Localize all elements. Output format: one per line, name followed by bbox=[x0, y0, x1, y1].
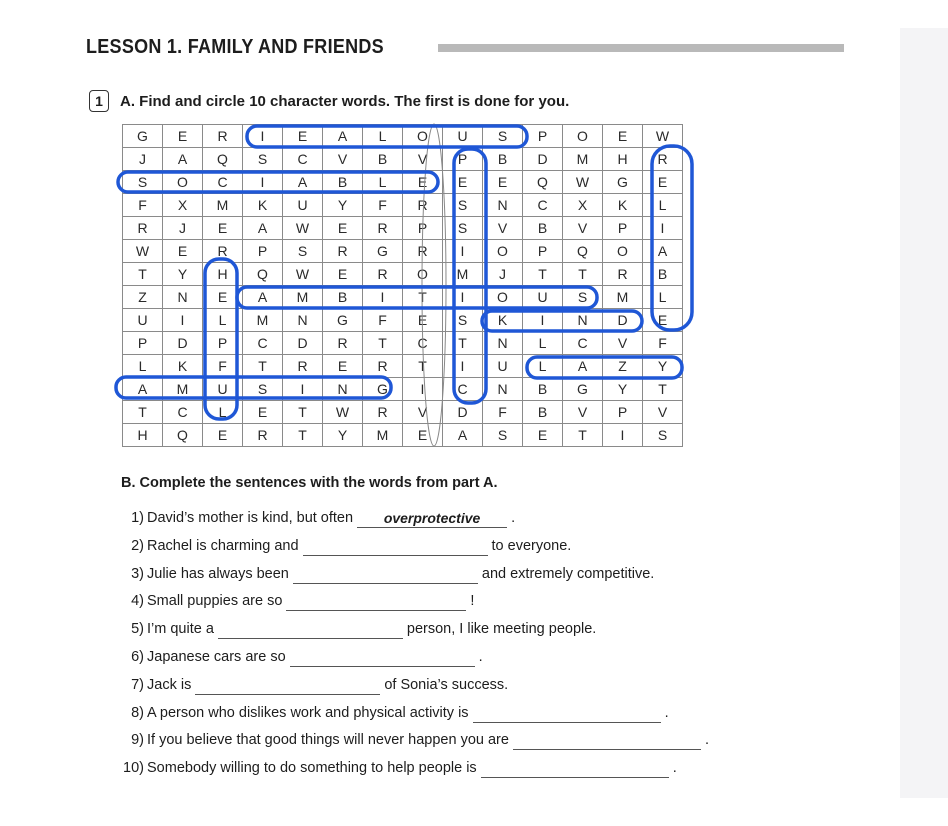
grid-cell[interactable]: E bbox=[323, 217, 363, 240]
grid-cell[interactable]: O bbox=[403, 263, 443, 286]
grid-cell[interactable]: J bbox=[483, 263, 523, 286]
grid-row bbox=[123, 286, 683, 309]
grid-cell[interactable]: U bbox=[203, 378, 243, 401]
sentence-item bbox=[110, 730, 709, 750]
grid-cell[interactable]: A bbox=[283, 171, 323, 194]
grid-row bbox=[123, 424, 683, 447]
grid-cell[interactable]: B bbox=[523, 401, 563, 424]
grid-cell[interactable]: M bbox=[563, 148, 603, 171]
sentence-text-after: to everyone. bbox=[491, 537, 572, 554]
grid-cell[interactable]: E bbox=[523, 424, 563, 447]
grid-cell[interactable]: V bbox=[323, 148, 363, 171]
sentence-text-before: Jack is bbox=[147, 676, 192, 693]
grid-cell[interactable]: V bbox=[563, 401, 603, 424]
sentence-text-before: A person who dislikes work and physical activity is bbox=[147, 704, 469, 721]
grid-cell[interactable]: A bbox=[443, 424, 483, 447]
grid-cell[interactable]: E bbox=[643, 309, 683, 332]
grid-cell[interactable]: V bbox=[603, 332, 643, 355]
sentence-item bbox=[110, 536, 571, 556]
grid-cell[interactable]: M bbox=[203, 194, 243, 217]
grid-cell[interactable]: A bbox=[243, 286, 283, 309]
grid-cell[interactable]: R bbox=[403, 240, 443, 263]
part-b-instruction: B. Complete the sentences with the words from part A. bbox=[121, 475, 498, 491]
grid-cell[interactable]: O bbox=[563, 125, 603, 148]
grid-cell[interactable]: I bbox=[403, 378, 443, 401]
grid-cell[interactable]: L bbox=[363, 125, 403, 148]
grid-cell[interactable]: N bbox=[163, 286, 203, 309]
grid-cell[interactable]: D bbox=[523, 148, 563, 171]
grid-cell[interactable]: N bbox=[563, 309, 603, 332]
grid-cell[interactable]: W bbox=[123, 240, 163, 263]
grid-cell[interactable]: Q bbox=[163, 424, 203, 447]
grid-cell[interactable]: I bbox=[243, 125, 283, 148]
grid-cell[interactable]: S bbox=[483, 424, 523, 447]
grid-cell[interactable]: E bbox=[203, 424, 243, 447]
grid-cell[interactable]: U bbox=[283, 194, 323, 217]
grid-cell[interactable]: Y bbox=[163, 263, 203, 286]
sentence-text-before: Julie has always been bbox=[147, 565, 289, 582]
grid-cell[interactable]: G bbox=[323, 309, 363, 332]
grid-cell[interactable]: Z bbox=[123, 286, 163, 309]
grid-cell[interactable]: C bbox=[243, 332, 283, 355]
grid-cell[interactable]: I bbox=[363, 286, 403, 309]
grid-cell[interactable]: P bbox=[243, 240, 283, 263]
grid-cell[interactable]: I bbox=[443, 355, 483, 378]
grid-cell[interactable]: C bbox=[523, 194, 563, 217]
grid-cell[interactable]: T bbox=[123, 263, 163, 286]
grid-cell[interactable]: U bbox=[443, 125, 483, 148]
grid-cell[interactable]: K bbox=[603, 194, 643, 217]
sentence-text-after: of Sonia’s success. bbox=[384, 676, 509, 693]
grid-cell[interactable]: G bbox=[603, 171, 643, 194]
grid-cell[interactable]: S bbox=[123, 171, 163, 194]
grid-cell[interactable]: R bbox=[323, 332, 363, 355]
grid-cell[interactable]: M bbox=[243, 309, 283, 332]
grid-cell[interactable]: R bbox=[363, 217, 403, 240]
grid-row bbox=[123, 194, 683, 217]
grid-cell[interactable]: P bbox=[603, 401, 643, 424]
grid-cell[interactable]: R bbox=[363, 263, 403, 286]
grid-cell[interactable]: M bbox=[283, 286, 323, 309]
sentence-item bbox=[110, 619, 596, 639]
grid-cell[interactable]: I bbox=[163, 309, 203, 332]
sentence-text-after: . bbox=[704, 732, 709, 749]
grid-cell[interactable]: R bbox=[403, 194, 443, 217]
grid-cell[interactable]: R bbox=[603, 263, 643, 286]
sentence-number: 9) bbox=[131, 732, 144, 749]
grid-cell[interactable]: S bbox=[283, 240, 323, 263]
grid-cell[interactable]: Z bbox=[603, 355, 643, 378]
grid-cell[interactable]: B bbox=[323, 171, 363, 194]
grid-cell[interactable]: P bbox=[523, 125, 563, 148]
grid-cell[interactable]: O bbox=[603, 240, 643, 263]
grid-cell[interactable]: P bbox=[523, 240, 563, 263]
sentence-text-before: I’m quite a bbox=[147, 621, 214, 638]
grid-cell[interactable]: S bbox=[483, 125, 523, 148]
sentence-item bbox=[110, 508, 515, 528]
grid-cell[interactable]: T bbox=[443, 332, 483, 355]
grid-cell[interactable]: A bbox=[163, 148, 203, 171]
sentence-text-before: Somebody willing to do something to help people is bbox=[147, 760, 477, 777]
answer-blank[interactable] bbox=[195, 677, 380, 695]
grid-cell[interactable]: F bbox=[123, 194, 163, 217]
grid-cell[interactable]: E bbox=[643, 171, 683, 194]
sentence-number: 10) bbox=[123, 760, 144, 777]
sentence-item bbox=[110, 758, 677, 778]
sentence-text-after: . bbox=[511, 510, 516, 526]
grid-cell[interactable]: T bbox=[523, 263, 563, 286]
sentence-number: 3) bbox=[131, 565, 144, 582]
grid-cell[interactable]: E bbox=[203, 217, 243, 240]
grid-cell[interactable]: D bbox=[603, 309, 643, 332]
grid-cell[interactable]: B bbox=[523, 378, 563, 401]
grid-cell[interactable]: P bbox=[203, 332, 243, 355]
grid-cell[interactable]: O bbox=[483, 240, 523, 263]
grid-cell[interactable]: L bbox=[203, 401, 243, 424]
answer-blank[interactable] bbox=[293, 566, 478, 584]
grid-cell[interactable]: T bbox=[363, 332, 403, 355]
grid-cell[interactable]: P bbox=[443, 148, 483, 171]
grid-cell[interactable]: M bbox=[363, 424, 403, 447]
grid-cell[interactable]: T bbox=[243, 355, 283, 378]
grid-cell[interactable]: A bbox=[123, 378, 163, 401]
grid-cell[interactable]: S bbox=[443, 309, 483, 332]
grid-cell[interactable]: R bbox=[203, 240, 243, 263]
answer-blank[interactable] bbox=[303, 538, 488, 556]
grid-cell[interactable]: W bbox=[283, 263, 323, 286]
grid-cell[interactable]: E bbox=[603, 125, 643, 148]
answer-blank[interactable] bbox=[218, 621, 403, 639]
grid-cell[interactable]: R bbox=[123, 217, 163, 240]
sentence-number: 1) bbox=[131, 510, 144, 526]
grid-cell[interactable]: R bbox=[243, 424, 283, 447]
grid-cell[interactable]: U bbox=[523, 286, 563, 309]
grid-cell[interactable]: K bbox=[163, 355, 203, 378]
grid-cell[interactable]: E bbox=[403, 309, 443, 332]
grid-cell[interactable]: B bbox=[483, 148, 523, 171]
grid-cell[interactable]: T bbox=[123, 401, 163, 424]
sentence-number: 2) bbox=[131, 537, 144, 554]
grid-cell[interactable]: I bbox=[603, 424, 643, 447]
grid-cell[interactable]: E bbox=[203, 286, 243, 309]
grid-cell[interactable]: D bbox=[163, 332, 203, 355]
answer-blank[interactable] bbox=[513, 732, 701, 750]
grid-cell[interactable]: J bbox=[123, 148, 163, 171]
grid-cell[interactable]: W bbox=[563, 171, 603, 194]
grid-cell[interactable]: E bbox=[403, 171, 443, 194]
grid-row bbox=[123, 171, 683, 194]
grid-cell[interactable]: U bbox=[123, 309, 163, 332]
grid-cell[interactable]: G bbox=[123, 125, 163, 148]
sentence-text-before: David’s mother is kind, but often bbox=[147, 510, 354, 526]
grid-cell[interactable]: G bbox=[563, 378, 603, 401]
grid-cell[interactable]: N bbox=[483, 194, 523, 217]
grid-cell[interactable]: S bbox=[443, 194, 483, 217]
grid-cell[interactable]: C bbox=[163, 401, 203, 424]
grid-cell[interactable]: E bbox=[323, 263, 363, 286]
sentence-number: 6) bbox=[131, 649, 144, 665]
grid-cell[interactable]: F bbox=[643, 332, 683, 355]
grid-cell[interactable]: N bbox=[483, 378, 523, 401]
grid-row bbox=[123, 263, 683, 286]
sentence-text-after: and extremely competitive. bbox=[481, 565, 655, 582]
sentence-text-before: Small puppies are so bbox=[147, 593, 283, 610]
grid-cell[interactable]: S bbox=[563, 286, 603, 309]
grid-cell[interactable]: E bbox=[283, 125, 323, 148]
sentence-item bbox=[110, 675, 508, 695]
grid-cell[interactable]: A bbox=[563, 355, 603, 378]
grid-cell[interactable]: S bbox=[643, 424, 683, 447]
grid-cell[interactable]: B bbox=[643, 263, 683, 286]
grid-cell[interactable]: I bbox=[243, 171, 283, 194]
grid-cell[interactable]: C bbox=[403, 332, 443, 355]
grid-row bbox=[123, 355, 683, 378]
grid-cell[interactable]: I bbox=[443, 286, 483, 309]
grid-cell[interactable]: E bbox=[323, 355, 363, 378]
grid-cell[interactable]: E bbox=[483, 171, 523, 194]
grid-row bbox=[123, 240, 683, 263]
grid-cell[interactable]: E bbox=[243, 401, 283, 424]
grid-cell[interactable]: Q bbox=[523, 171, 563, 194]
grid-cell[interactable]: W bbox=[643, 125, 683, 148]
grid-cell[interactable]: A bbox=[243, 217, 283, 240]
grid-cell[interactable]: T bbox=[403, 286, 443, 309]
grid-cell[interactable]: W bbox=[323, 401, 363, 424]
grid-cell[interactable]: M bbox=[603, 286, 643, 309]
word-search-grid bbox=[122, 124, 685, 446]
grid-cell[interactable]: T bbox=[643, 378, 683, 401]
word-search-table bbox=[122, 124, 683, 447]
sentence-text-after: person, I like meeting people. bbox=[406, 621, 597, 638]
grid-row bbox=[123, 125, 683, 148]
grid-cell[interactable]: B bbox=[363, 148, 403, 171]
grid-cell[interactable]: K bbox=[243, 194, 283, 217]
grid-cell[interactable]: V bbox=[643, 401, 683, 424]
side-panel bbox=[900, 28, 948, 798]
grid-cell[interactable]: Y bbox=[603, 378, 643, 401]
grid-cell[interactable]: R bbox=[283, 355, 323, 378]
title-rule bbox=[438, 44, 844, 52]
grid-cell[interactable]: H bbox=[123, 424, 163, 447]
grid-cell[interactable]: S bbox=[443, 217, 483, 240]
grid-cell[interactable]: P bbox=[123, 332, 163, 355]
grid-cell[interactable]: C bbox=[283, 148, 323, 171]
grid-cell[interactable]: G bbox=[363, 378, 403, 401]
grid-cell[interactable]: A bbox=[323, 125, 363, 148]
grid-cell[interactable]: R bbox=[203, 125, 243, 148]
answer-blank[interactable] bbox=[290, 649, 475, 667]
grid-cell[interactable]: I bbox=[443, 240, 483, 263]
grid-cell[interactable]: K bbox=[483, 309, 523, 332]
grid-cell[interactable]: E bbox=[163, 240, 203, 263]
grid-cell[interactable]: L bbox=[523, 332, 563, 355]
answer-blank[interactable] bbox=[481, 760, 669, 778]
grid-cell[interactable]: Q bbox=[243, 263, 283, 286]
grid-cell[interactable]: N bbox=[283, 309, 323, 332]
grid-cell[interactable]: J bbox=[163, 217, 203, 240]
grid-cell[interactable]: A bbox=[643, 240, 683, 263]
grid-cell[interactable]: S bbox=[243, 378, 283, 401]
grid-cell[interactable]: O bbox=[403, 125, 443, 148]
grid-cell[interactable]: C bbox=[443, 378, 483, 401]
lesson-title: LESSON 1. FAMILY AND FRIENDS bbox=[86, 36, 384, 58]
grid-cell[interactable]: Y bbox=[643, 355, 683, 378]
sentence-number: 5) bbox=[131, 621, 144, 638]
grid-cell[interactable]: Q bbox=[203, 148, 243, 171]
sentence-text-after: ! bbox=[470, 593, 475, 610]
grid-cell[interactable]: M bbox=[163, 378, 203, 401]
sentence-item bbox=[110, 647, 483, 667]
grid-cell[interactable]: I bbox=[523, 309, 563, 332]
grid-row bbox=[123, 148, 683, 171]
answer-blank[interactable] bbox=[473, 705, 661, 723]
grid-cell[interactable]: G bbox=[363, 240, 403, 263]
grid-cell[interactable]: I bbox=[643, 217, 683, 240]
grid-cell[interactable]: N bbox=[323, 378, 363, 401]
grid-cell[interactable]: L bbox=[523, 355, 563, 378]
grid-cell[interactable]: I bbox=[283, 378, 323, 401]
grid-cell[interactable]: L bbox=[203, 309, 243, 332]
grid-cell[interactable]: H bbox=[603, 148, 643, 171]
grid-cell[interactable]: F bbox=[363, 309, 403, 332]
grid-cell[interactable]: C bbox=[563, 332, 603, 355]
grid-cell[interactable]: L bbox=[363, 171, 403, 194]
filled-answer[interactable]: overprotective bbox=[357, 510, 507, 528]
answer-blank[interactable] bbox=[286, 593, 466, 611]
sentence-item bbox=[110, 564, 654, 584]
exercise-number-badge: 1 bbox=[89, 90, 109, 112]
sentence-item bbox=[110, 703, 669, 723]
grid-cell[interactable]: V bbox=[403, 401, 443, 424]
grid-cell[interactable]: T bbox=[283, 401, 323, 424]
grid-cell[interactable]: R bbox=[643, 148, 683, 171]
grid-cell[interactable]: V bbox=[403, 148, 443, 171]
grid-cell[interactable]: Y bbox=[323, 194, 363, 217]
grid-cell[interactable]: H bbox=[203, 263, 243, 286]
grid-cell[interactable]: D bbox=[443, 401, 483, 424]
grid-cell[interactable]: P bbox=[603, 217, 643, 240]
grid-cell[interactable]: T bbox=[563, 424, 603, 447]
grid-cell[interactable]: T bbox=[403, 355, 443, 378]
sentence-text-after: . bbox=[672, 760, 677, 777]
sentence-text-before: Japanese cars are so bbox=[147, 649, 286, 665]
part-a-instruction: A. Find and circle 10 character words. The first is done for you. bbox=[120, 93, 570, 110]
grid-cell[interactable]: R bbox=[363, 401, 403, 424]
sentence-number: 8) bbox=[131, 704, 144, 721]
sentence-number: 4) bbox=[131, 593, 144, 610]
grid-cell[interactable]: E bbox=[403, 424, 443, 447]
sentence-item bbox=[110, 591, 474, 611]
grid-row bbox=[123, 332, 683, 355]
sentence-number: 7) bbox=[131, 676, 144, 693]
grid-cell[interactable]: V bbox=[563, 217, 603, 240]
grid-cell[interactable]: T bbox=[563, 263, 603, 286]
grid-cell[interactable]: B bbox=[523, 217, 563, 240]
grid-row bbox=[123, 401, 683, 424]
grid-cell[interactable]: N bbox=[483, 332, 523, 355]
grid-cell[interactable]: X bbox=[563, 194, 603, 217]
grid-cell[interactable]: E bbox=[163, 125, 203, 148]
grid-row bbox=[123, 378, 683, 401]
grid-cell[interactable]: L bbox=[643, 194, 683, 217]
grid-cell[interactable]: D bbox=[283, 332, 323, 355]
grid-cell[interactable]: T bbox=[283, 424, 323, 447]
sentence-text-before: If you believe that good things will never happen you are bbox=[147, 732, 509, 749]
grid-cell[interactable]: F bbox=[363, 194, 403, 217]
grid-cell[interactable]: F bbox=[203, 355, 243, 378]
grid-cell[interactable]: R bbox=[323, 240, 363, 263]
grid-cell[interactable]: B bbox=[323, 286, 363, 309]
grid-cell[interactable]: S bbox=[243, 148, 283, 171]
grid-cell[interactable]: Y bbox=[323, 424, 363, 447]
grid-cell[interactable]: X bbox=[163, 194, 203, 217]
grid-cell[interactable]: O bbox=[163, 171, 203, 194]
grid-cell[interactable]: W bbox=[283, 217, 323, 240]
sentence-text-after: . bbox=[664, 704, 669, 721]
grid-cell[interactable]: E bbox=[443, 171, 483, 194]
grid-cell[interactable]: L bbox=[123, 355, 163, 378]
grid-cell[interactable]: O bbox=[483, 286, 523, 309]
grid-cell[interactable]: U bbox=[483, 355, 523, 378]
grid-cell[interactable]: P bbox=[403, 217, 443, 240]
grid-cell[interactable]: F bbox=[483, 401, 523, 424]
sentence-text-before: Rachel is charming and bbox=[147, 537, 299, 554]
grid-cell[interactable]: C bbox=[203, 171, 243, 194]
grid-cell[interactable]: L bbox=[643, 286, 683, 309]
grid-cell[interactable]: Q bbox=[563, 240, 603, 263]
grid-cell[interactable]: R bbox=[363, 355, 403, 378]
grid-cell[interactable]: V bbox=[483, 217, 523, 240]
grid-row bbox=[123, 309, 683, 332]
grid-cell[interactable]: M bbox=[443, 263, 483, 286]
grid-row bbox=[123, 217, 683, 240]
sentence-text-after: . bbox=[478, 649, 483, 665]
